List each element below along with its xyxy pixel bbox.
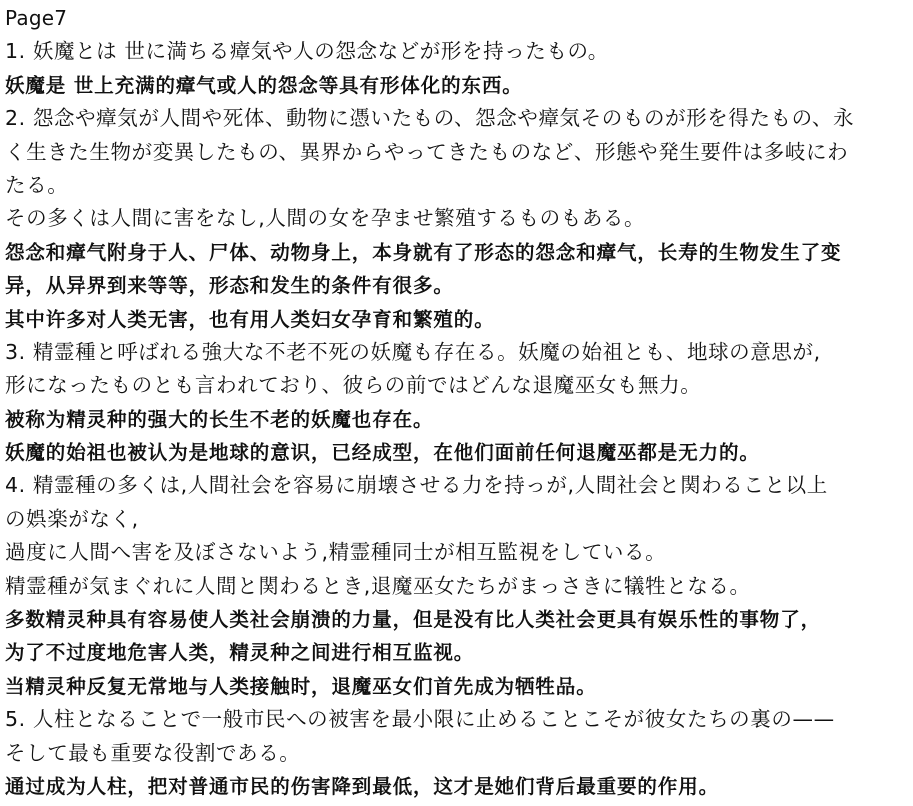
chinese-translation-line: 当精灵种反复无常地与人类接触时，退魔巫女们首先成为牺牲品。	[5, 674, 597, 698]
chinese-translation-line: 妖魔是 世上充满的瘴气或人的怨念等具有形体化的东西。	[5, 73, 523, 97]
page-label: Page7	[5, 6, 68, 30]
chinese-translation-line: 怨念和瘴气附身于人、尸体、动物身上，本身就有了形态的怨念和瘴气，长寿的生物发生了变	[5, 240, 842, 264]
chinese-translation-line: 妖魔的始祖也被认为是地球的意识，已经成型，在他们面前任何退魔巫都是无力的。	[5, 441, 760, 465]
chinese-translation-line: 其中许多对人类无害，也有用人类妇女孕育和繁殖的。	[5, 307, 495, 331]
japanese-source-line: 2. 怨念や瘴気が人間や死体、動物に憑いたもの、怨念や瘴気そのものが形を得たもの、永	[5, 106, 855, 131]
japanese-source-line: その多くは人間に害をなし,人間の女を孕ませ繁殖するものもある。	[5, 206, 646, 231]
japanese-source-line: 4. 精霊種の多くは,人間社会を容易に崩壊させる力を持っが,人間社会と関わること以上	[5, 473, 828, 498]
japanese-source-line: 過度に人間へ害を及ぼさないよう,精霊種同士が相互監視をしている。	[5, 540, 667, 565]
japanese-source-line: の娯楽がなく,	[5, 506, 139, 531]
japanese-source-line: 3. 精霊種と呼ばれる強大な不老不死の妖魔も存在る。妖魔の始祖とも、地球の意思が,	[5, 339, 821, 364]
chinese-translation-line: 为了不过度地危害人类，精灵种之间进行相互监视。	[5, 641, 475, 665]
chinese-translation-line: 多数精灵种具有容易使人类社会崩溃的力量，但是没有比人类社会更具有娱乐性的事物了，	[5, 608, 822, 632]
text-body	[5, 35, 907, 803]
japanese-source-line: く生きた生物が変異したもの、異界からやってきたものなど、形態や発生要件は多岐にわ	[5, 139, 849, 164]
japanese-source-line: 1. 妖魔とは 世に満ちる瘴気や人の怨念などが形を持ったもの。	[5, 39, 609, 64]
japanese-source-line: 精霊種が気まぐれに人間と関わるとき,退魔巫女たちがまっさきに犠牲となる。	[5, 573, 751, 598]
japanese-source-line: たる。	[5, 172, 69, 197]
japanese-source-line: 形になったものとも言われており、彼らの前ではどんな退魔巫女も無力。	[5, 373, 702, 398]
chinese-translation-line: 异，从异界到来等等，形态和发生的条件有很多。	[5, 274, 454, 298]
japanese-source-line: 5. 人柱となることで一般市民への被害を最小限に止めることこそが彼女たちの裏の——	[5, 707, 835, 732]
japanese-source-line: そして最も重要な役割である。	[5, 740, 301, 765]
chinese-translation-line: 通过成为人柱，把对普通市民的伤害降到最低，这才是她们背后最重要的作用。	[5, 774, 720, 798]
chinese-translation-line: 被称为精灵种的强大的长生不老的妖魔也存在。	[5, 407, 434, 431]
